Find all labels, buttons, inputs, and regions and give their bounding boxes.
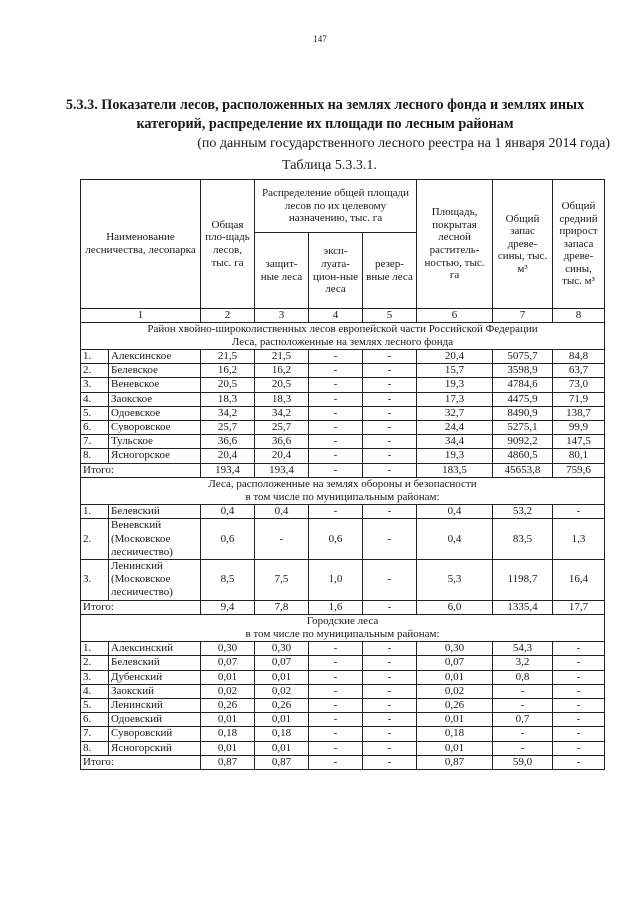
row-value: 73,0 bbox=[553, 378, 605, 392]
row-value: 0,7 bbox=[493, 713, 553, 727]
row-value: - bbox=[553, 713, 605, 727]
total-value: - bbox=[309, 755, 363, 769]
row-value: 0,02 bbox=[417, 684, 493, 698]
row-value: 19,3 bbox=[417, 378, 493, 392]
row-value: 3598,9 bbox=[493, 364, 553, 378]
row-value: - bbox=[309, 449, 363, 463]
row-index: 8. bbox=[81, 741, 109, 755]
row-value: 25,7 bbox=[201, 421, 255, 435]
header-stock: Общий запас древе-сины, тыс. м³ bbox=[493, 180, 553, 309]
total-value: 6,0 bbox=[417, 600, 493, 614]
header-forest-area: Площадь, покрытая лесной раститель-ностью, тыс. га bbox=[417, 180, 493, 309]
table-row bbox=[81, 699, 605, 713]
row-value: - bbox=[363, 699, 417, 713]
table-row bbox=[81, 519, 605, 560]
total-value: - bbox=[363, 600, 417, 614]
row-value: 18,3 bbox=[255, 392, 309, 406]
row-index: 6. bbox=[81, 713, 109, 727]
row-value: 4475,9 bbox=[493, 392, 553, 406]
column-number: 5 bbox=[363, 309, 417, 323]
row-value: 16,2 bbox=[201, 364, 255, 378]
row-value: 0,01 bbox=[417, 713, 493, 727]
row-value: 1,0 bbox=[309, 560, 363, 601]
row-value: - bbox=[309, 421, 363, 435]
row-value: - bbox=[553, 727, 605, 741]
row-name: Дубенский bbox=[109, 670, 201, 684]
row-value: 0,26 bbox=[255, 699, 309, 713]
row-value: 36,6 bbox=[255, 435, 309, 449]
total-value: 183,5 bbox=[417, 463, 493, 477]
row-name: Ленинский (Московское лесничество) bbox=[109, 560, 201, 601]
row-value: - bbox=[553, 741, 605, 755]
section-title-line: Леса, расположенные на землях лесного фонда bbox=[231, 335, 454, 348]
row-value: 21,5 bbox=[255, 350, 309, 364]
row-value: - bbox=[493, 699, 553, 713]
total-value: 59,0 bbox=[493, 755, 553, 769]
total-value: 1,6 bbox=[309, 600, 363, 614]
row-value: 5,3 bbox=[417, 560, 493, 601]
table-row bbox=[81, 684, 605, 698]
row-value: 0,18 bbox=[417, 727, 493, 741]
row-value: 71,9 bbox=[553, 392, 605, 406]
row-value: 24,4 bbox=[417, 421, 493, 435]
row-name: Ясногорское bbox=[109, 449, 201, 463]
header-growth: Общий средний прирост запаса древе-сины, тыс. м³ bbox=[553, 180, 605, 309]
row-value: 20,5 bbox=[255, 378, 309, 392]
header-exploitation: эксп-луата-цион-ные леса bbox=[309, 233, 363, 309]
row-index: 1. bbox=[81, 642, 109, 656]
row-value: 0,02 bbox=[255, 684, 309, 698]
row-value: 32,7 bbox=[417, 406, 493, 420]
row-value: 0,01 bbox=[417, 741, 493, 755]
table-body bbox=[81, 322, 605, 770]
table-row bbox=[81, 642, 605, 656]
total-value: 9,4 bbox=[201, 600, 255, 614]
row-index: 8. bbox=[81, 449, 109, 463]
row-value: 0,01 bbox=[201, 741, 255, 755]
row-value: 16,2 bbox=[255, 364, 309, 378]
row-value: 34,4 bbox=[417, 435, 493, 449]
row-value: 0,30 bbox=[255, 642, 309, 656]
row-name: Заокский bbox=[109, 684, 201, 698]
row-index: 7. bbox=[81, 435, 109, 449]
row-value: 0,6 bbox=[309, 519, 363, 560]
section-title-line: в том числе по муниципальным районам: bbox=[245, 628, 440, 641]
column-number: 8 bbox=[553, 309, 605, 323]
row-value: 0,26 bbox=[201, 699, 255, 713]
total-label: Итого: bbox=[81, 755, 201, 769]
row-value: 15,7 bbox=[417, 364, 493, 378]
total-value: - bbox=[553, 755, 605, 769]
row-value: 0,01 bbox=[255, 741, 309, 755]
table-row bbox=[81, 656, 605, 670]
row-value: 34,2 bbox=[201, 406, 255, 420]
total-value: 45653,8 bbox=[493, 463, 553, 477]
row-value: - bbox=[363, 670, 417, 684]
forest-indicators-table bbox=[80, 179, 605, 770]
page-number: 147 bbox=[313, 34, 327, 44]
row-value: 0,8 bbox=[493, 670, 553, 684]
total-value: 759,6 bbox=[553, 463, 605, 477]
row-value: 0,30 bbox=[417, 642, 493, 656]
row-value: 16,4 bbox=[553, 560, 605, 601]
row-value: 34,2 bbox=[255, 406, 309, 420]
row-value: 17,3 bbox=[417, 392, 493, 406]
row-value: - bbox=[553, 656, 605, 670]
row-value: 1,3 bbox=[553, 519, 605, 560]
section-title-line: в том числе по муниципальным районам: bbox=[245, 491, 440, 504]
row-name: Белевское bbox=[109, 364, 201, 378]
row-value: - bbox=[553, 505, 605, 519]
section-title-line: Городские леса bbox=[306, 614, 379, 627]
table-row bbox=[81, 449, 605, 463]
row-name: Алексинский bbox=[109, 642, 201, 656]
row-value: 0,07 bbox=[417, 656, 493, 670]
row-value: 0,01 bbox=[417, 670, 493, 684]
total-value: - bbox=[363, 755, 417, 769]
row-value: - bbox=[493, 727, 553, 741]
row-value: 99,9 bbox=[553, 421, 605, 435]
header-distribution: Распределение общей площади лесов по их целевому назначению, тыс. га bbox=[255, 180, 417, 233]
row-value: 36,6 bbox=[201, 435, 255, 449]
section-title-row bbox=[81, 477, 605, 504]
total-value: 0,87 bbox=[417, 755, 493, 769]
total-value: - bbox=[309, 463, 363, 477]
table-caption: Таблица 5.3.3.1. bbox=[282, 158, 377, 173]
row-value: 0,07 bbox=[201, 656, 255, 670]
total-value: 193,4 bbox=[201, 463, 255, 477]
row-value: 0,26 bbox=[417, 699, 493, 713]
row-value: - bbox=[363, 727, 417, 741]
row-value: 0,4 bbox=[417, 505, 493, 519]
total-value: 17,7 bbox=[553, 600, 605, 614]
section-title-line: Район хвойно-широколиственных лесов европейской части Российской Федерации bbox=[147, 322, 538, 335]
row-value: - bbox=[553, 684, 605, 698]
row-name: Веневский (Московское лесничество) bbox=[109, 519, 201, 560]
section-title bbox=[81, 477, 605, 504]
row-index: 5. bbox=[81, 699, 109, 713]
row-value: 80,1 bbox=[553, 449, 605, 463]
row-name: Тульское bbox=[109, 435, 201, 449]
row-value: - bbox=[309, 406, 363, 420]
row-value: 0,01 bbox=[201, 713, 255, 727]
row-value: 20,4 bbox=[255, 449, 309, 463]
row-index: 1. bbox=[81, 505, 109, 519]
row-name: Ясногорский bbox=[109, 741, 201, 755]
row-name: Белевский bbox=[109, 656, 201, 670]
row-value: 9092,2 bbox=[493, 435, 553, 449]
row-value: - bbox=[363, 560, 417, 601]
total-value: 193,4 bbox=[255, 463, 309, 477]
row-index: 6. bbox=[81, 421, 109, 435]
section-subheading: (по данным государственного лесного реестра на 1 января 2014 года) bbox=[197, 136, 610, 151]
row-index: 2. bbox=[81, 656, 109, 670]
row-value: - bbox=[363, 684, 417, 698]
row-name: Алексинское bbox=[109, 350, 201, 364]
header-reserve: резер-вные леса bbox=[363, 233, 417, 309]
table-row bbox=[81, 713, 605, 727]
row-value: - bbox=[255, 519, 309, 560]
row-name: Одоевский bbox=[109, 713, 201, 727]
row-value: - bbox=[309, 741, 363, 755]
header-protective: защит-ные леса bbox=[255, 233, 309, 309]
row-value: - bbox=[309, 713, 363, 727]
row-name: Белевский bbox=[109, 505, 201, 519]
row-value: - bbox=[493, 684, 553, 698]
row-value: - bbox=[309, 642, 363, 656]
row-value: - bbox=[363, 713, 417, 727]
row-value: 20,4 bbox=[417, 350, 493, 364]
total-value: 7,8 bbox=[255, 600, 309, 614]
row-value: 4784,6 bbox=[493, 378, 553, 392]
row-index: 1. bbox=[81, 350, 109, 364]
row-value: 84,8 bbox=[553, 350, 605, 364]
section-title bbox=[81, 614, 605, 641]
header-total-area: Общая пло-щадь лесов, тыс. га bbox=[201, 180, 255, 309]
row-value: 147,5 bbox=[553, 435, 605, 449]
row-value: - bbox=[363, 642, 417, 656]
row-value: 18,3 bbox=[201, 392, 255, 406]
row-value: - bbox=[363, 741, 417, 755]
row-name: Одоевское bbox=[109, 406, 201, 420]
row-index: 3. bbox=[81, 670, 109, 684]
table-row bbox=[81, 406, 605, 420]
row-value: 7,5 bbox=[255, 560, 309, 601]
row-value: - bbox=[363, 421, 417, 435]
total-row bbox=[81, 600, 605, 614]
total-label: Итого: bbox=[81, 463, 201, 477]
row-value: 83,5 bbox=[493, 519, 553, 560]
row-value: - bbox=[553, 670, 605, 684]
column-number: 4 bbox=[309, 309, 363, 323]
row-name: Заокское bbox=[109, 392, 201, 406]
column-number: 7 bbox=[493, 309, 553, 323]
row-value: 0,01 bbox=[201, 670, 255, 684]
row-value: 0,01 bbox=[255, 713, 309, 727]
column-numbers-row bbox=[81, 309, 605, 323]
row-value: 8,5 bbox=[201, 560, 255, 601]
row-index: 3. bbox=[81, 378, 109, 392]
row-value: 53,2 bbox=[493, 505, 553, 519]
row-value: - bbox=[309, 684, 363, 698]
row-value: - bbox=[309, 727, 363, 741]
row-value: 0,01 bbox=[255, 670, 309, 684]
row-value: - bbox=[363, 449, 417, 463]
total-label: Итого: bbox=[81, 600, 201, 614]
row-value: 0,6 bbox=[201, 519, 255, 560]
row-value: 0,30 bbox=[201, 642, 255, 656]
row-value: - bbox=[309, 350, 363, 364]
column-number: 1 bbox=[81, 309, 201, 323]
row-value: 0,4 bbox=[417, 519, 493, 560]
row-value: 0,4 bbox=[201, 505, 255, 519]
row-value: 21,5 bbox=[201, 350, 255, 364]
row-value: - bbox=[309, 505, 363, 519]
row-value: 20,4 bbox=[201, 449, 255, 463]
row-value: 0,4 bbox=[255, 505, 309, 519]
table-row bbox=[81, 670, 605, 684]
section-heading: 5.3.3. Показатели лесов, расположенных на землях лесного фонда и землях иных категорий, распределение их площади по лесным районам bbox=[65, 97, 585, 132]
section-title-row bbox=[81, 614, 605, 641]
row-value: - bbox=[363, 435, 417, 449]
row-value: - bbox=[493, 741, 553, 755]
row-value: 5275,1 bbox=[493, 421, 553, 435]
row-value: 63,7 bbox=[553, 364, 605, 378]
row-value: 4860,5 bbox=[493, 449, 553, 463]
row-value: - bbox=[363, 392, 417, 406]
total-row bbox=[81, 755, 605, 769]
total-value: 0,87 bbox=[255, 755, 309, 769]
row-value: 0,07 bbox=[255, 656, 309, 670]
row-value: 25,7 bbox=[255, 421, 309, 435]
row-value: - bbox=[553, 699, 605, 713]
row-value: - bbox=[309, 378, 363, 392]
row-value: - bbox=[309, 670, 363, 684]
row-value: 19,3 bbox=[417, 449, 493, 463]
table-row bbox=[81, 350, 605, 364]
table-row bbox=[81, 421, 605, 435]
row-index: 3. bbox=[81, 560, 109, 601]
row-name: Суворовский bbox=[109, 727, 201, 741]
row-name: Веневское bbox=[109, 378, 201, 392]
row-index: 5. bbox=[81, 406, 109, 420]
total-row bbox=[81, 463, 605, 477]
row-value: - bbox=[363, 406, 417, 420]
table-row bbox=[81, 727, 605, 741]
row-value: - bbox=[363, 378, 417, 392]
total-value: - bbox=[363, 463, 417, 477]
row-index: 2. bbox=[81, 364, 109, 378]
row-value: 0,18 bbox=[201, 727, 255, 741]
row-value: - bbox=[309, 392, 363, 406]
row-value: 0,18 bbox=[255, 727, 309, 741]
row-value: 54,3 bbox=[493, 642, 553, 656]
table-row bbox=[81, 435, 605, 449]
row-value: 20,5 bbox=[201, 378, 255, 392]
row-value: 1198,7 bbox=[493, 560, 553, 601]
column-number: 3 bbox=[255, 309, 309, 323]
row-index: 4. bbox=[81, 684, 109, 698]
row-value: - bbox=[553, 642, 605, 656]
row-index: 4. bbox=[81, 392, 109, 406]
total-value: 1335,4 bbox=[493, 600, 553, 614]
row-value: 0,02 bbox=[201, 684, 255, 698]
row-index: 7. bbox=[81, 727, 109, 741]
section-title-row bbox=[81, 322, 605, 349]
column-number: 2 bbox=[201, 309, 255, 323]
table-row bbox=[81, 392, 605, 406]
column-number: 6 bbox=[417, 309, 493, 323]
table-row bbox=[81, 505, 605, 519]
row-value: - bbox=[309, 656, 363, 670]
table-row bbox=[81, 378, 605, 392]
section-title-line: Леса, расположенные на землях обороны и безопасности bbox=[208, 477, 477, 490]
row-value: 5075,7 bbox=[493, 350, 553, 364]
row-value: - bbox=[363, 364, 417, 378]
row-value: 3,2 bbox=[493, 656, 553, 670]
total-value: 0,87 bbox=[201, 755, 255, 769]
section-title bbox=[81, 322, 605, 349]
row-value: - bbox=[363, 519, 417, 560]
row-index: 2. bbox=[81, 519, 109, 560]
row-value: - bbox=[309, 435, 363, 449]
table-row bbox=[81, 560, 605, 601]
header-name: Наименование лесничества, лесопарка bbox=[81, 180, 201, 309]
row-value: - bbox=[309, 699, 363, 713]
row-value: - bbox=[363, 505, 417, 519]
row-name: Суворовское bbox=[109, 421, 201, 435]
table-row bbox=[81, 741, 605, 755]
row-name: Ленинский bbox=[109, 699, 201, 713]
row-value: 138,7 bbox=[553, 406, 605, 420]
row-value: - bbox=[363, 350, 417, 364]
row-value: 8490,9 bbox=[493, 406, 553, 420]
table-row bbox=[81, 364, 605, 378]
row-value: - bbox=[309, 364, 363, 378]
row-value: - bbox=[363, 656, 417, 670]
